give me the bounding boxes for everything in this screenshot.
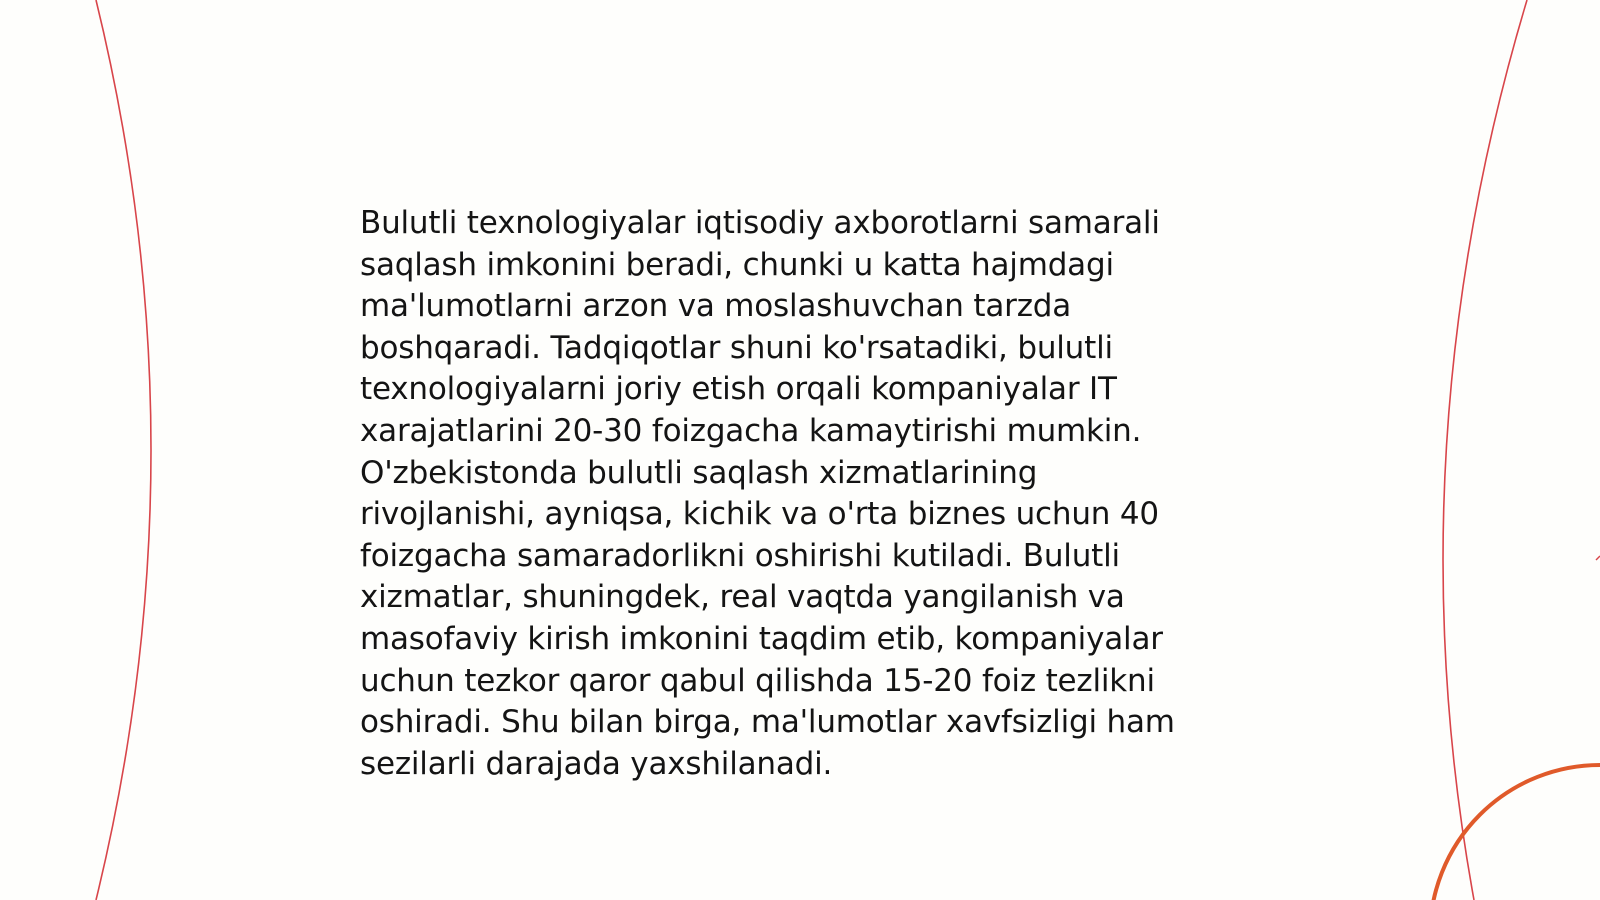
paragraph-line: foizgacha samaradorlikni oshirishi kutiladi. Bulutli bbox=[360, 537, 1120, 574]
small-arrow-mark bbox=[1596, 556, 1600, 560]
paragraph-line: rivojlanishi, ayniqsa, kichik va o'rta biznes uchun 40 bbox=[360, 496, 1159, 533]
paragraph-line: saqlash imkonini beradi, chunki u katta hajmdagi bbox=[360, 246, 1114, 283]
paragraph-line: texnologiyalarni joriy etish orqali kompaniyalar IT bbox=[360, 371, 1117, 408]
paragraph-line: ma'lumotlarni arzon va moslashuvchan tarzda bbox=[360, 288, 1072, 325]
paragraph-line: O'zbekistonda bulutli saqlash xizmatlarining bbox=[360, 454, 1038, 491]
right-curve bbox=[1443, 0, 1527, 900]
body-paragraph bbox=[360, 203, 1230, 785]
paragraph-line: uchun tezkor qaror qabul qilishda 15-20 foiz tezlikni bbox=[360, 662, 1155, 699]
paragraph-line: xizmatlar, shuningdek, real vaqtda yangilanish va bbox=[360, 579, 1125, 616]
paragraph-line: masofaviy kirish imkonini taqdim etib, kompaniyalar bbox=[360, 620, 1163, 657]
paragraph-line: oshiradi. Shu bilan birga, ma'lumotlar xavfsizligi ham bbox=[360, 704, 1175, 741]
left-curve bbox=[96, 0, 151, 900]
paragraph-line: Bulutli texnologiyalar iqtisodiy axborotlarni samarali bbox=[360, 205, 1160, 241]
orange-arc bbox=[1430, 765, 1600, 900]
paragraph-line: sezilarli darajada yaxshilanadi. bbox=[360, 745, 833, 782]
paragraph-line: xarajatlarini 20-30 foizgacha kamaytirishi mumkin. bbox=[360, 412, 1142, 449]
paragraph-line: boshqaradi. Tadqiqotlar shuni ko'rsatadiki, bulutli bbox=[360, 329, 1113, 366]
